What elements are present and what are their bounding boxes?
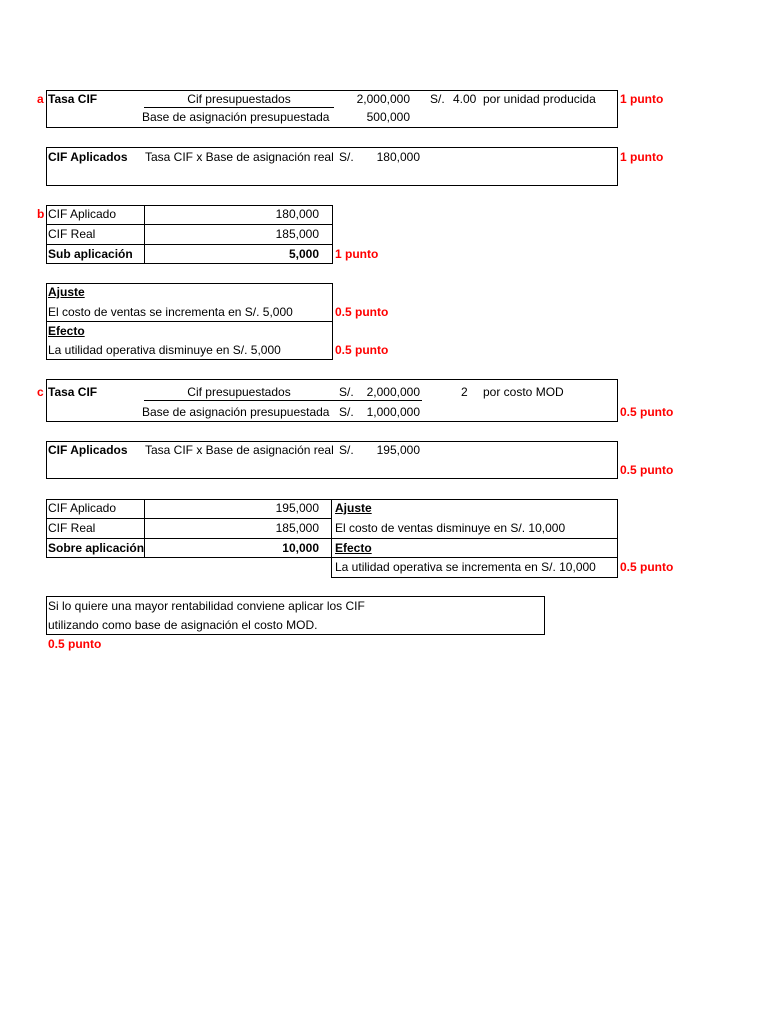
rate-c-unit: por costo MOD (483, 385, 564, 399)
section-a-marker: a (37, 92, 44, 106)
b-table-rule-2 (46, 244, 333, 245)
c-row-real-label: CIF Real (48, 521, 96, 535)
rate-a-unit: por unidad producida (483, 92, 596, 106)
num-c-value: 2,000,000 (366, 385, 420, 399)
b-table-divider (144, 205, 145, 264)
points-b-ajuste: 0.5 punto (335, 305, 389, 319)
c-row-sobre-value: 10,000 (282, 541, 319, 555)
c-row-aplicado-label: CIF Aplicado (48, 501, 117, 515)
cif-aplicados-a-value: 180,000 (376, 150, 420, 164)
section-c-marker: c (37, 385, 44, 399)
points-b-sub: 1 punto (335, 247, 379, 261)
c-row-real-value: 185,000 (275, 521, 319, 535)
b-row-sub-label: Sub aplicación (48, 247, 133, 261)
c-row-aplicado-value: 195,000 (275, 501, 319, 515)
base-asignacion-a-value: 500,000 (366, 110, 410, 124)
c-table-rule-2 (46, 538, 331, 539)
cif-aplicados-a-label: CIF Aplicados (48, 150, 128, 164)
points-conclusion: 0.5 punto (48, 637, 102, 651)
points-c-tasa: 0.5 punto (620, 405, 674, 419)
b-ajuste-label: Ajuste (48, 285, 85, 299)
num-c-currency: S/. (339, 385, 354, 399)
b-row-aplicado-value: 180,000 (275, 207, 319, 221)
points-c-aplicados: 0.5 punto (620, 463, 674, 477)
cif-presupuestados-c-label: Cif presupuestados (187, 385, 291, 399)
b-row-aplicado-label: CIF Aplicado (48, 207, 117, 221)
c-ajuste-text: El costo de ventas disminuye en S/. 10,000 (335, 521, 566, 535)
conclusion-line-1: Si lo quiere una mayor rentabilidad conviene aplicar los CIF (48, 599, 365, 613)
rate-a-value: 4.00 (453, 92, 477, 106)
b-row-sub-value: 5,000 (288, 247, 319, 261)
c-table-rule-1 (46, 518, 331, 519)
cif-aplicados-c-label: CIF Aplicados (48, 443, 128, 457)
c-table-divider-1 (144, 499, 145, 558)
points-b-efecto: 0.5 punto (335, 343, 389, 357)
conclusion-line-2: utilizando como base de asignación el costo MOD. (48, 618, 318, 632)
section-b-marker: b (37, 207, 45, 221)
formula-c-text: Tasa CIF x Base de asignación real (145, 443, 334, 457)
fraction-line-c (144, 400, 422, 401)
rate-c-value: 2 (461, 385, 468, 399)
tasa-cif-a-label: Tasa CIF (48, 92, 98, 106)
rate-a-currency: S/. (430, 92, 445, 106)
base-asignacion-c-label: Base de asignación presupuestada (142, 405, 330, 419)
c-efecto-text: La utilidad operativa se incrementa en S/. 10,000 (335, 560, 596, 574)
den-c-currency: S/. (339, 405, 354, 419)
b-row-real-value: 185,000 (275, 227, 319, 241)
den-c-value: 1,000,000 (366, 405, 420, 419)
c-table-divider-2 (331, 499, 332, 558)
cif-aplicados-c-currency: S/. (339, 443, 354, 457)
points-a-tasa: 1 punto (620, 92, 664, 106)
cif-aplicados-c-value: 195,000 (376, 443, 420, 457)
c-ajuste-rule (331, 538, 618, 539)
cif-presupuestados-a-label: Cif presupuestados (187, 92, 291, 106)
b-ajuste-rule (46, 321, 333, 322)
tasa-cif-c-label: Tasa CIF (48, 385, 98, 399)
points-a-aplicados: 1 punto (620, 150, 664, 164)
c-ajuste-label: Ajuste (335, 501, 372, 515)
formula-a-text: Tasa CIF x Base de asignación real (145, 150, 334, 164)
cif-aplicados-a-currency: S/. (339, 150, 354, 164)
cif-presupuestados-a-value: 2,000,000 (356, 92, 410, 106)
points-c-efecto: 0.5 punto (620, 560, 674, 574)
fraction-line-a (144, 107, 334, 108)
b-efecto-text: La utilidad operativa disminuye en S/. 5,000 (48, 343, 281, 357)
b-table-rule-1 (46, 224, 333, 225)
b-ajuste-text: El costo de ventas se incrementa en S/. 5,000 (48, 305, 293, 319)
c-efecto-label: Efecto (335, 541, 372, 555)
b-efecto-label: Efecto (48, 324, 85, 338)
b-row-real-label: CIF Real (48, 227, 96, 241)
base-asignacion-a-label: Base de asignación presupuestada (142, 110, 330, 124)
c-row-sobre-label: Sobre aplicación (48, 541, 145, 555)
